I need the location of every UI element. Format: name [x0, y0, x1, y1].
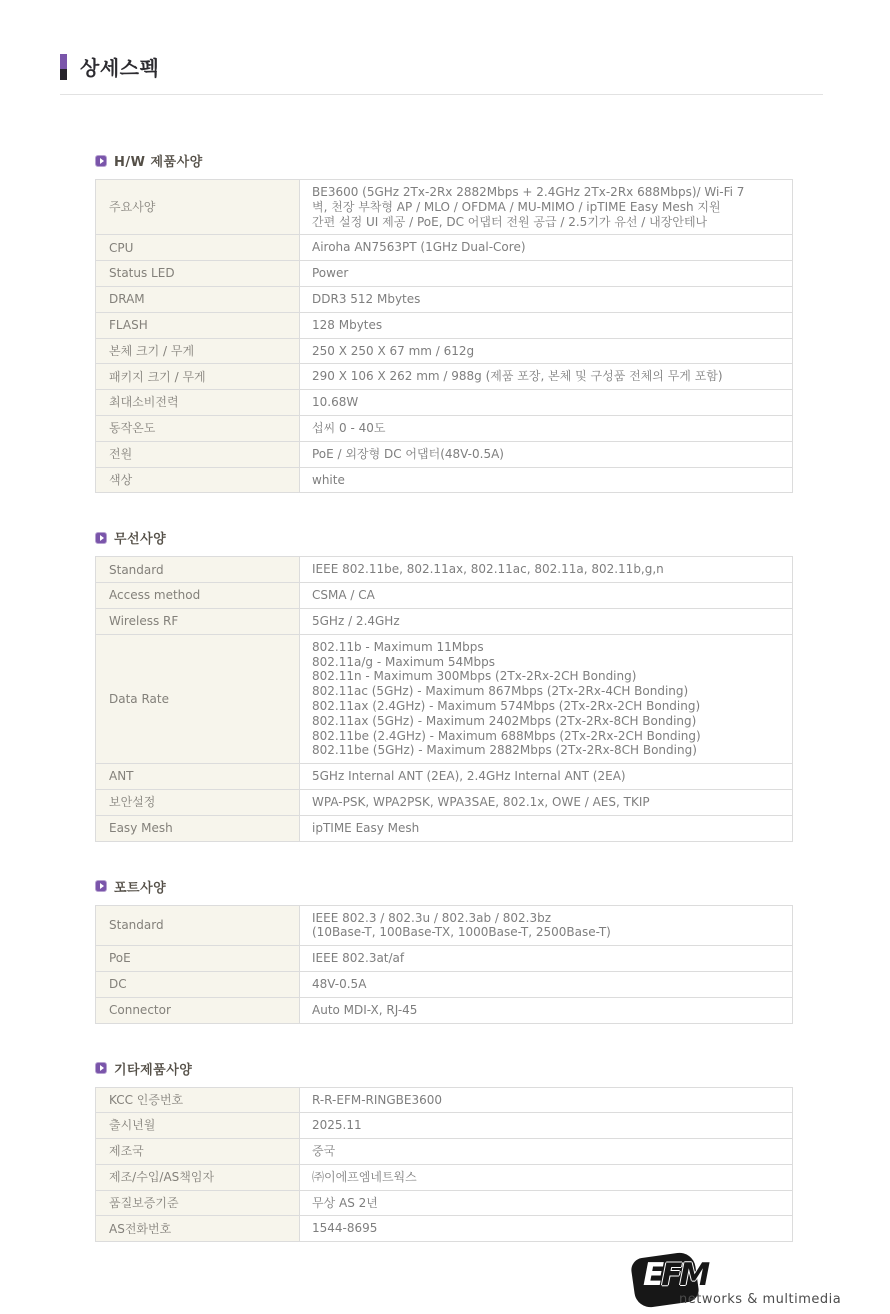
row-value	[300, 946, 792, 971]
section-title: 포트사양	[114, 880, 167, 896]
row-label: Standard	[96, 906, 300, 946]
row-label: DC	[96, 972, 300, 997]
row-value-line: IEEE 802.3 / 802.3u / 802.3ab / 802.3bz	[312, 910, 552, 925]
spec-sections	[95, 151, 793, 1242]
row-value-line: 5GHz / 2.4GHz	[312, 613, 400, 628]
row-value-line: 802.11ax (5GHz) - Maximum 2402Mbps (2Tx-2Rx-8CH Bonding)	[312, 713, 697, 728]
row-label: Easy Mesh	[96, 816, 300, 841]
row-value	[300, 906, 792, 946]
row-value-line: DDR3 512 Mbytes	[312, 291, 421, 306]
table-row	[96, 390, 792, 416]
row-label: 동작온도	[96, 416, 300, 441]
row-value-line: white	[312, 472, 345, 487]
row-value-line: 250 X 250 X 67 mm / 612g	[312, 343, 475, 358]
row-label: Wireless RF	[96, 609, 300, 634]
section-bullet-icon	[95, 880, 107, 892]
row-value-line: 48V-0.5A	[312, 976, 367, 991]
row-value-line: WPA-PSK, WPA2PSK, WPA3SAE, 802.1x, OWE / AES, TKIP	[312, 794, 650, 809]
table-row	[96, 235, 792, 261]
row-label: KCC 인증번호	[96, 1088, 300, 1113]
table-row	[96, 261, 792, 287]
row-value	[300, 764, 792, 789]
section-title: 기타제품사양	[114, 1062, 193, 1078]
efm-logo	[633, 1252, 842, 1314]
row-value-line: CSMA / CA	[312, 588, 375, 603]
title-row	[60, 52, 823, 95]
row-value	[300, 583, 792, 608]
row-label: 최대소비전력	[96, 390, 300, 415]
page-header	[60, 0, 823, 95]
row-label: 품질보증기준	[96, 1191, 300, 1216]
spec-table	[95, 1087, 793, 1243]
row-value	[300, 1216, 792, 1241]
row-value	[300, 390, 792, 415]
section-bullet-icon	[95, 1062, 107, 1074]
row-value	[300, 235, 792, 260]
table-row	[96, 1191, 792, 1217]
row-value	[300, 180, 792, 234]
table-row	[96, 442, 792, 468]
spec-section	[95, 528, 793, 841]
table-row	[96, 764, 792, 790]
section-header	[95, 528, 793, 547]
table-row	[96, 816, 792, 841]
spec-table	[95, 905, 793, 1024]
row-value-line: 5GHz Internal ANT (2EA), 2.4GHz Internal ANT (2EA)	[312, 769, 626, 784]
row-value	[300, 1165, 792, 1190]
row-value-line: ipTIME Easy Mesh	[312, 820, 420, 835]
table-row	[96, 790, 792, 816]
table-row	[96, 1113, 792, 1139]
row-value-line: IEEE 802.11be, 802.11ax, 802.11ac, 802.11a, 802.11b,g,n	[312, 562, 664, 577]
row-label: 제조/수입/AS책임자	[96, 1165, 300, 1190]
row-value-line: (10Base-T, 100Base-TX, 1000Base-T, 2500Base-T)	[312, 925, 611, 940]
row-value	[300, 1191, 792, 1216]
efm-logo-text	[643, 1257, 708, 1294]
row-value-line: 10.68W	[312, 395, 359, 410]
row-value-line: 섭씨 0 - 40도	[312, 420, 386, 435]
row-value	[300, 1113, 792, 1138]
spec-table	[95, 179, 793, 493]
row-label: 출시년월	[96, 1113, 300, 1138]
row-label: Connector	[96, 998, 300, 1023]
title-accent-bar	[60, 54, 67, 80]
section-bullet-icon	[95, 155, 107, 167]
table-row	[96, 1165, 792, 1191]
row-label: 주요사양	[96, 180, 300, 234]
row-label: 색상	[96, 468, 300, 493]
row-value-line: 802.11a/g - Maximum 54Mbps	[312, 654, 496, 669]
spec-section	[95, 151, 793, 493]
row-value-line: 802.11n - Maximum 300Mbps (2Tx-2Rx-2CH Bonding)	[312, 669, 637, 684]
row-value	[300, 1139, 792, 1164]
row-label: 본체 크기 / 무게	[96, 339, 300, 364]
row-value-line: 802.11b - Maximum 11Mbps	[312, 639, 484, 654]
row-value	[300, 609, 792, 634]
table-row	[96, 287, 792, 313]
section-bullet-icon	[95, 532, 107, 544]
row-value-line: IEEE 802.3at/af	[312, 951, 405, 966]
row-value-line: 802.11be (2.4GHz) - Maximum 688Mbps (2Tx-2Rx-2CH Bonding)	[312, 728, 701, 743]
table-row	[96, 339, 792, 365]
row-label: 전원	[96, 442, 300, 467]
row-label: 보안설정	[96, 790, 300, 815]
row-value	[300, 287, 792, 312]
row-value	[300, 416, 792, 441]
row-label: Status LED	[96, 261, 300, 286]
table-row	[96, 972, 792, 998]
row-value-line: 1544-8695	[312, 1221, 378, 1236]
row-value-line: Airoha AN7563PT (1GHz Dual-Core)	[312, 240, 526, 255]
row-value-line: 802.11ax (2.4GHz) - Maximum 574Mbps (2Tx-2Rx-2CH Bonding)	[312, 698, 701, 713]
row-value-line: BE3600 (5GHz 2Tx-2Rx 2882Mbps + 2.4GHz 2Tx-2Rx 688Mbps)/ Wi-Fi 7	[312, 185, 745, 199]
row-value-line: R-R-EFM-RINGBE3600	[312, 1092, 443, 1107]
table-row	[96, 180, 792, 235]
row-value	[300, 998, 792, 1023]
row-value-line: 2025.11	[312, 1118, 362, 1133]
row-value	[300, 364, 792, 389]
table-row	[96, 1088, 792, 1114]
table-row	[96, 583, 792, 609]
table-row	[96, 635, 792, 764]
section-header	[95, 1059, 793, 1078]
table-row	[96, 609, 792, 635]
row-value-line: ㈜이에프엠네트웍스	[312, 1169, 417, 1184]
row-value	[300, 442, 792, 467]
table-row	[96, 313, 792, 339]
table-row	[96, 468, 792, 493]
spec-section	[95, 877, 793, 1024]
row-label: ANT	[96, 764, 300, 789]
row-value	[300, 313, 792, 338]
table-row	[96, 906, 792, 947]
efm-logo-letters-fm: FM	[661, 1257, 708, 1294]
row-value	[300, 816, 792, 841]
row-label: 패키지 크기 / 무게	[96, 364, 300, 389]
table-row	[96, 946, 792, 972]
row-label: FLASH	[96, 313, 300, 338]
row-value-line: 벽, 천장 부착형 AP / MLO / OFDMA / MU-MIMO / ipTIME Easy Mesh 지원	[312, 199, 721, 214]
table-row	[96, 998, 792, 1023]
table-row	[96, 416, 792, 442]
row-label: AS전화번호	[96, 1216, 300, 1241]
table-row	[96, 1139, 792, 1165]
page-title: 상세스펙	[80, 56, 160, 80]
row-label: PoE	[96, 946, 300, 971]
row-value-line: 간편 설정 UI 제공 / PoE, DC 어댑터 전원 공급 / 2.5기가 유선 / 내장안테나	[312, 214, 708, 229]
row-value-line: 중국	[312, 1144, 336, 1159]
efm-logo-subtext: networks & multimedia	[679, 1292, 842, 1308]
row-value	[300, 261, 792, 286]
spec-section	[95, 1059, 793, 1243]
row-label: Standard	[96, 557, 300, 582]
page-footer	[0, 1252, 842, 1314]
section-header	[95, 877, 793, 896]
row-value-line: 128 Mbytes	[312, 317, 383, 332]
row-label: 제조국	[96, 1139, 300, 1164]
row-value-line: 802.11ac (5GHz) - Maximum 867Mbps (2Tx-2Rx-4CH Bonding)	[312, 684, 689, 699]
row-value-line: PoE / 외장형 DC 어댑터(48V-0.5A)	[312, 446, 504, 461]
section-header	[95, 151, 793, 170]
row-value	[300, 635, 792, 763]
row-value	[300, 468, 792, 493]
section-title: 무선사양	[114, 532, 167, 548]
row-value	[300, 972, 792, 997]
row-value-line: Power	[312, 266, 349, 281]
row-value	[300, 1088, 792, 1113]
table-row	[96, 557, 792, 583]
row-value-line: 802.11be (5GHz) - Maximum 2882Mbps (2Tx-2Rx-8CH Bonding)	[312, 743, 697, 758]
efm-logo-letter-e: E	[643, 1257, 662, 1294]
row-label: Access method	[96, 583, 300, 608]
row-value-line: 290 X 106 X 262 mm / 988g (제품 포장, 본체 및 구성품 전체의 무게 포함)	[312, 369, 723, 384]
row-value-line: Auto MDI-X, RJ-45	[312, 1002, 418, 1017]
row-value	[300, 557, 792, 582]
row-label: DRAM	[96, 287, 300, 312]
table-row	[96, 1216, 792, 1241]
row-value	[300, 790, 792, 815]
row-value-line: 무상 AS 2년	[312, 1195, 378, 1210]
section-title: H/W 제품사양	[114, 155, 203, 170]
row-value	[300, 339, 792, 364]
spec-table	[95, 556, 793, 841]
row-label: CPU	[96, 235, 300, 260]
table-row	[96, 364, 792, 390]
row-label: Data Rate	[96, 635, 300, 763]
